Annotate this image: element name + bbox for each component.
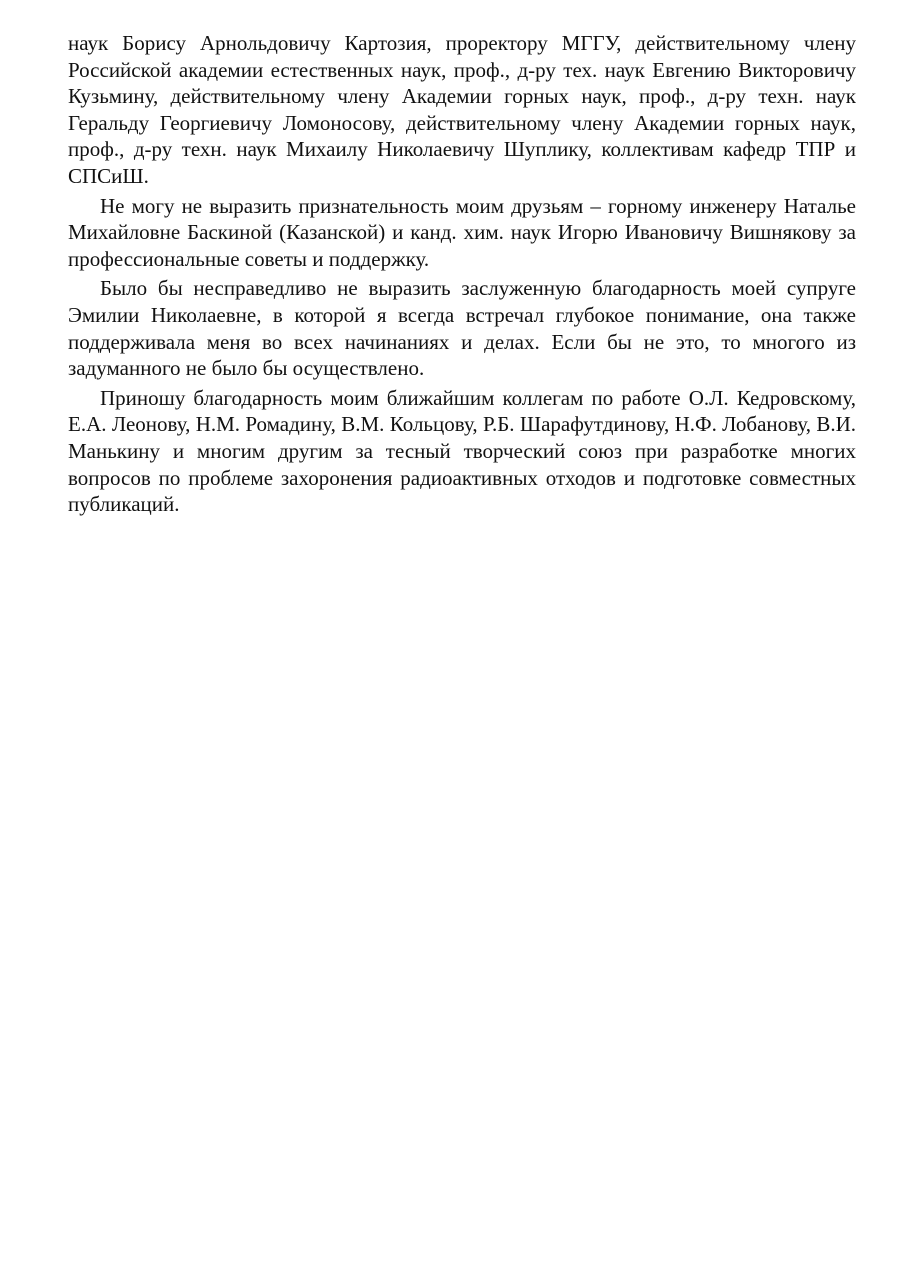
document-page [68, 30, 856, 521]
paragraph-colleagues-acknowledgement: Приношу благодарность моим ближайшим коллегам по работе О.Л. Кедровскому, Е.А. Леонову, Н.М. Ромадину, В.М. Кольцову, Р.Б. Шарафутдинову, Н.Ф. Лобанову, В.И. Манькину и многим другим за тесный творческий союз при разработке многих вопросов по проблеме захоронения радиоактивных отходов и подготовке совместных публикаций. [68, 385, 856, 517]
paragraph-friends-acknowledgement: Не могу не выразить признательность моим друзьям – горному инженеру Наталье Михайловне Баскиной (Казанской) и канд. хим. наук Игорю Ивановичу Вишнякову за профессиональные советы и поддержку. [68, 193, 856, 271]
paragraph-continued-acknowledgement: наук Борису Арнольдовичу Картозия, проректору МГГУ, действительному члену Российской академии естественных наук, проф., д-ру тех. наук Евгению Викторовичу Кузьмину, действительному члену Академии горных наук, проф., д-ру техн. наук Геральду Георгиевичу Ломоносову, действительному члену Академии горных наук, проф., д-ру техн. наук Михаилу Николаевичу Шуплику, коллективам кафедр ТПР и СПСиШ. [68, 31, 856, 188]
paragraph-spouse-acknowledgement: Было бы несправедливо не выразить заслуженную благодарность моей супруге Эмилии Николаевне, в которой я всегда встречал глубокое понимание, она также поддерживала меня во всех начинаниях и делах. Если бы не это, то многого из задуманного не было бы осуществлено. [68, 276, 856, 381]
